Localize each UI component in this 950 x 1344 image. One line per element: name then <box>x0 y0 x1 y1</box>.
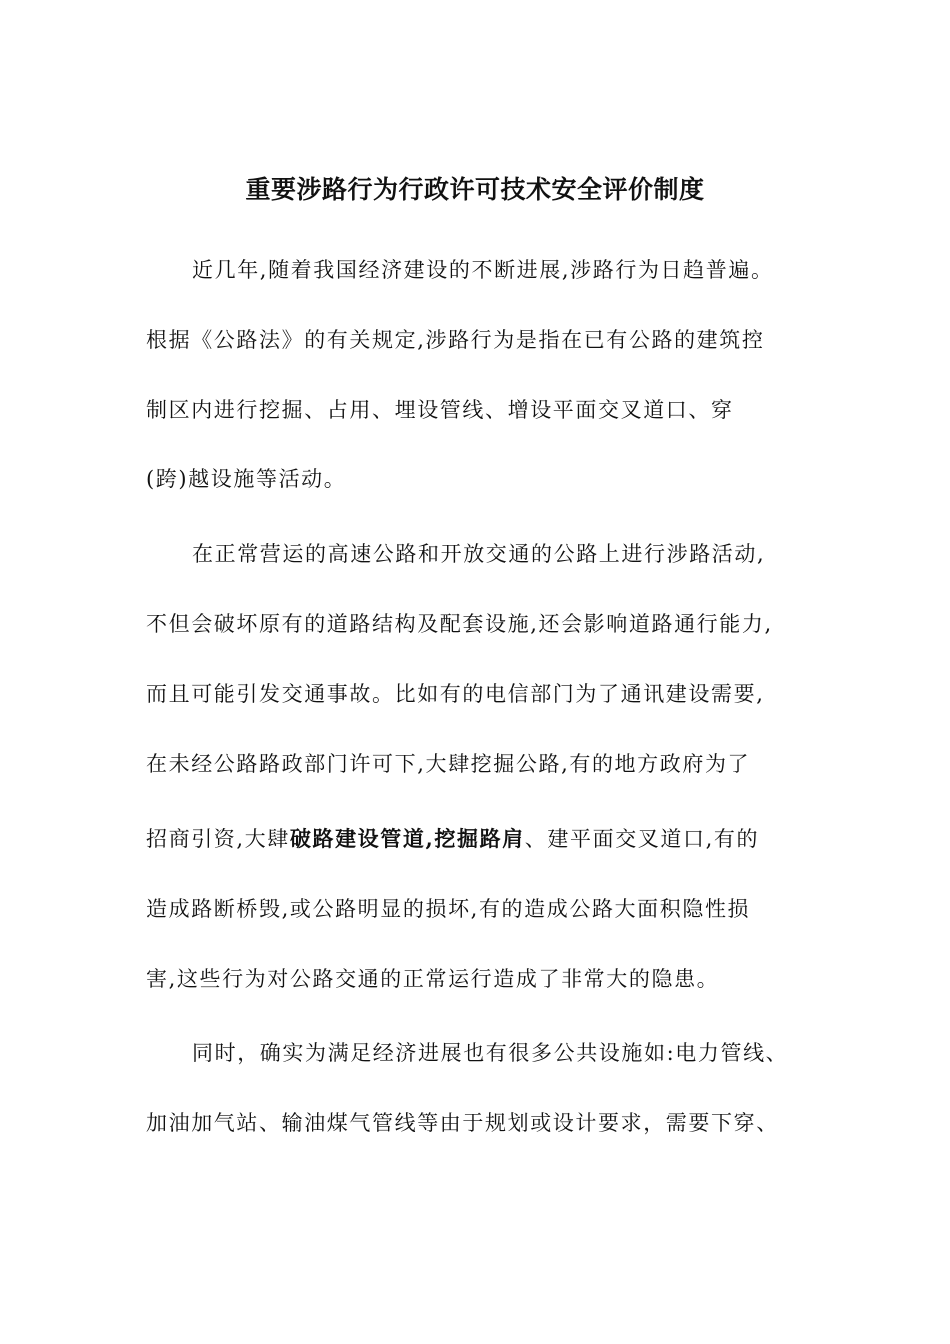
paragraph-1-line-2: 根据《公路法》的有关规定,涉路行为是指在已有公路的建筑控 <box>146 328 765 352</box>
paragraph-1-line-3: 制区内进行挖掘、占用、埋设管线、增设平面交叉道口、穿 <box>146 398 734 422</box>
paragraph-2-line-7: 害,这些行为对公路交通的正常运行造成了非常大的隐患。 <box>146 967 720 991</box>
document-title: 重要涉路行为行政许可技术安全评价制度 <box>245 175 705 204</box>
line-5-bold-text: 破路建设管道,挖掘路肩 <box>289 826 525 851</box>
paragraph-1-line-4: (跨)越设施等活动。 <box>146 467 347 491</box>
paragraph-1-line-1: 近几年,随着我国经济建设的不断进展,涉路行为日趋普遍。 <box>192 258 774 282</box>
line-5-text-before: 招商引资,大肆 <box>146 827 290 851</box>
paragraph-3-line-2: 加油加气站、输油煤气管线等由于规划或设计要求，需要下穿、 <box>146 1111 779 1135</box>
line-5-text-after: 、建平面交叉道口,有的 <box>524 827 760 851</box>
paragraph-2-line-3: 而且可能引发交通事故。比如有的电信部门为了通讯建设需要, <box>146 682 765 706</box>
paragraph-2-line-5 <box>146 822 826 856</box>
paragraph-2-line-6: 造成路断桥毁,或公路明显的损坏,有的造成公路大面积隐性损 <box>146 897 751 921</box>
paragraph-2-line-4: 在未经公路路政部门许可下,大肆挖掘公路,有的地方政府为了 <box>146 752 751 776</box>
paragraph-3-line-1: 同时，确实为满足经济进展也有很多公共设施如:电力管线、 <box>192 1041 789 1065</box>
paragraph-2-line-1: 在正常营运的高速公路和开放交通的公路上进行涉路活动, <box>192 542 766 566</box>
paragraph-2-line-2: 不但会破坏原有的道路结构及配套设施,还会影响道路通行能力, <box>146 612 773 636</box>
